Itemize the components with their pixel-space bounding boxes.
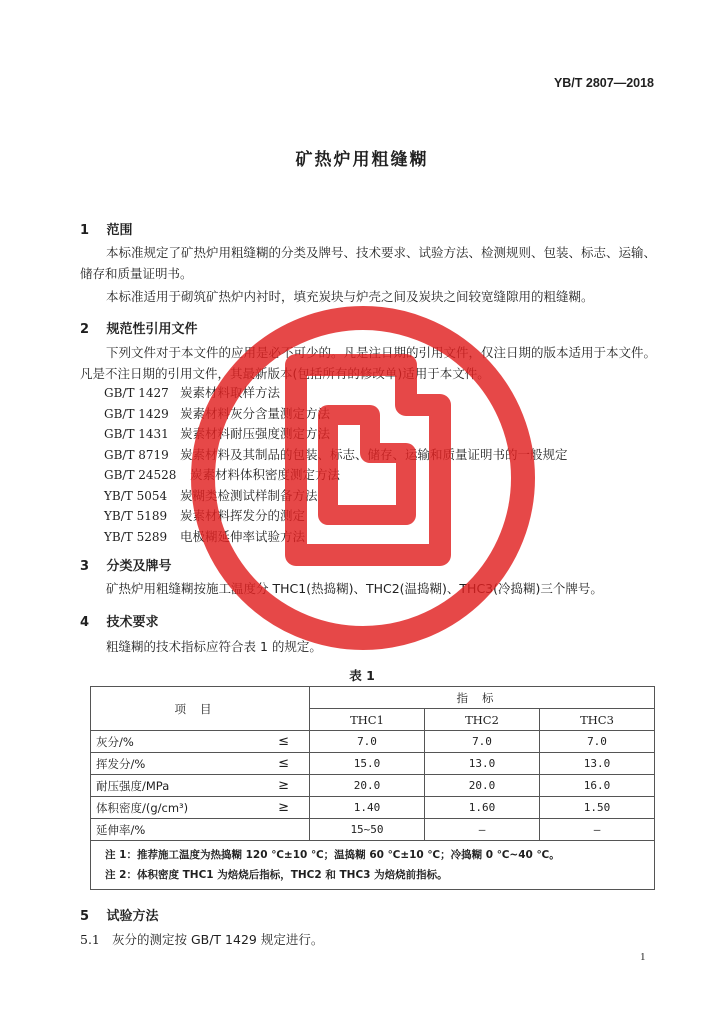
spec-table: [90, 686, 655, 890]
reference-item: [104, 424, 568, 445]
reference-code: YB/T 5054: [104, 488, 168, 503]
clause-text: 灰分的测定按 GB/T 1429 规定进行。: [111, 932, 324, 947]
comparison-symbol: ≤: [220, 731, 310, 753]
section-title: 技术要求: [106, 615, 159, 630]
section-2-heading: [80, 318, 198, 337]
grade-header: THC3: [540, 709, 655, 731]
table-cell: 7.0: [310, 731, 425, 753]
index-header: 指标: [310, 687, 655, 709]
reference-item: [104, 404, 568, 425]
section-3-heading: [80, 555, 172, 574]
section-4-heading: [80, 611, 159, 630]
table-cell: —: [540, 819, 655, 841]
reference-list: [104, 383, 568, 547]
table-row: [91, 775, 655, 797]
property-name: 延伸率/%: [91, 819, 220, 841]
reference-name: 电极糊延伸率试验方法: [180, 528, 306, 544]
reference-item: [104, 506, 568, 527]
table-cell: 1.50: [540, 797, 655, 819]
table-cell: 7.0: [540, 731, 655, 753]
reference-code: GB/T 1429: [104, 406, 169, 421]
section-number: 2: [80, 322, 90, 337]
grade-header: THC2: [425, 709, 540, 731]
table-notes: [91, 841, 655, 890]
table-cell: 1.60: [425, 797, 540, 819]
table-cell: 15.0: [310, 753, 425, 775]
comparison-symbol: ≤: [220, 753, 310, 775]
property-name: 耐压强度/MPa: [91, 775, 220, 797]
section-5-heading: [80, 905, 159, 924]
reference-item: [104, 465, 568, 486]
table-cell: 20.0: [310, 775, 425, 797]
reference-code: GB/T 8719: [104, 447, 169, 462]
section-1-heading: [80, 219, 133, 238]
reference-item: [104, 383, 568, 404]
table-cell: 13.0: [425, 753, 540, 775]
table-header-row: [91, 687, 655, 709]
page-number: 1: [640, 951, 646, 963]
section-number: 3: [80, 559, 90, 574]
table-row: [91, 753, 655, 775]
section-title: 试验方法: [106, 909, 159, 924]
table-cell: 1.40: [310, 797, 425, 819]
reference-code: YB/T 5189: [104, 509, 168, 523]
table-cell: 15~50: [310, 819, 425, 841]
reference-item: [104, 486, 568, 507]
reference-name: 炭糊类检测试样制备方法: [180, 487, 318, 503]
classification-text: 矿热炉用粗缝糊按施工温度分 THC1(热捣糊)、THC2(温捣糊)、THC3(冷捣糊)三个牌号。: [106, 581, 603, 596]
reference-name: 炭素材料取样方法: [180, 385, 281, 400]
section-title: 分类及牌号: [106, 559, 172, 574]
references-intro: 下列文件对于本文件的应用是必不可少的。凡是注日期的引用文件，仅注日期的版本适用于本文件。凡是不注日期的引用文件，其最新版本(包括所有的修改单)适用于本文件。: [80, 345, 657, 381]
table-row: [91, 731, 655, 753]
section-title: 范围: [106, 223, 133, 238]
scope-paragraph-2: 本标准适用于砌筑矿热炉内衬时，填充炭块与炉壳之间及炭块之间较宽缝隙用的粗缝糊。: [106, 289, 594, 304]
clause-5-1: [80, 929, 658, 950]
reference-code: GB/T 24528: [104, 468, 177, 482]
tech-requirement-text: 粗缝糊的技术指标应符合表 1 的规定。: [106, 639, 322, 654]
table-row: [91, 797, 655, 819]
comparison-symbol: [220, 819, 310, 841]
comparison-symbol: ≥: [220, 797, 310, 819]
reference-item: [104, 445, 568, 466]
grade-header: THC1: [310, 709, 425, 731]
standard-number: YB/T 2807—2018: [553, 76, 654, 90]
clause-number: 5.1: [80, 932, 100, 947]
scope-paragraph-1: 本标准规定了矿热炉用粗缝糊的分类及牌号、技术要求、试验方法、检测规则、包装、标志、运输、储存和质量证明书。: [80, 245, 657, 281]
reference-name: 炭素材料挥发分的测定: [180, 508, 306, 523]
table-note-2: 注 2：体积密度 THC1 为焙烧后指标，THC2 和 THC3 为焙烧前指标。: [105, 869, 448, 881]
property-name: 灰分/%: [91, 731, 220, 753]
property-name: 体积密度/(g/cm³): [91, 797, 220, 819]
table-notes-row: [91, 841, 655, 890]
reference-name: 炭素材料及其制品的包装、标志、储存、运输和质量证明书的一般规定: [180, 446, 568, 462]
reference-name: 炭素材料耐压强度测定方法: [180, 426, 331, 441]
reference-name: 炭素材料灰分含量测定方法: [180, 405, 331, 421]
reference-code: GB/T 1431: [104, 427, 169, 441]
reference-code: YB/T 5289: [104, 529, 168, 544]
reference-name: 炭素材料体积密度测定方法: [190, 467, 341, 482]
comparison-symbol: ≥: [220, 775, 310, 797]
section-number: 4: [80, 615, 90, 630]
table-caption: 表 1: [349, 668, 375, 683]
property-name: 挥发分/%: [91, 753, 220, 775]
item-header: 项目: [91, 687, 310, 731]
section-number: 1: [80, 223, 90, 238]
table-row: [91, 819, 655, 841]
document-title: 矿热炉用粗缝糊: [295, 150, 429, 170]
table-cell: 20.0: [425, 775, 540, 797]
table-cell: 13.0: [540, 753, 655, 775]
reference-item: [104, 527, 568, 548]
table-note-1: 注 1：推荐施工温度为热捣糊 120 ℃±10 ℃；温捣糊 60 ℃±10 ℃；冷捣糊 0 ℃~40 ℃。: [105, 849, 560, 861]
section-title: 规范性引用文件: [106, 322, 198, 337]
section-number: 5: [80, 909, 90, 924]
table-cell: 7.0: [425, 731, 540, 753]
table-cell: —: [425, 819, 540, 841]
reference-code: GB/T 1427: [104, 386, 169, 400]
table-cell: 16.0: [540, 775, 655, 797]
